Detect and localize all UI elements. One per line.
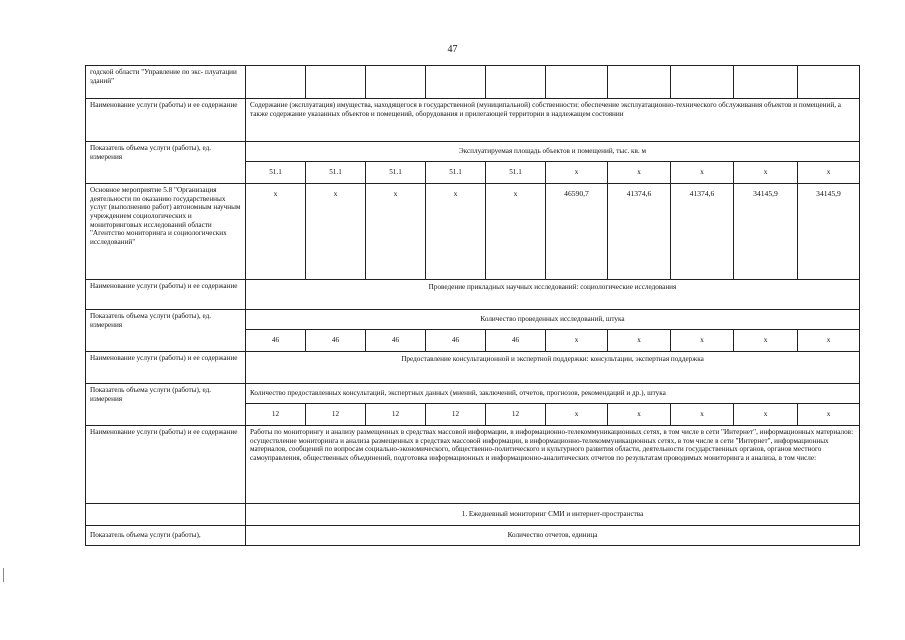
- table-cell: [798, 66, 860, 99]
- value-cell: 34145,9: [798, 184, 860, 280]
- table-cell: [734, 66, 798, 99]
- value-cell: x: [608, 162, 671, 184]
- value-cell: 46: [246, 330, 306, 352]
- table-row-service-name: [86, 352, 860, 384]
- value-cell: 46590,7: [546, 184, 608, 280]
- row-label: Показатель объема услуги (работы), ед. измерения: [86, 142, 246, 184]
- table-cell: [546, 66, 608, 99]
- table-row-indicator: [86, 384, 860, 404]
- value-cell: 12: [246, 404, 306, 426]
- service-description: Проведение прикладных научных исследований: социологические исследования: [246, 280, 860, 310]
- value-cell: x: [546, 330, 608, 352]
- table-row-indicator: [86, 526, 860, 546]
- row-label: Показатель объема услуги (работы), ед. измерения: [86, 310, 246, 352]
- table-row-agency: [86, 66, 860, 99]
- table-row-service-name: [86, 280, 860, 310]
- service-description: Работы по мониторингу и анализу размещенных в средствах массовой информации, в информационно-телекоммуникационных сетях, в том числе в сети "Интернет", информационных материалов: осуществление мониторинга и анализа размещенных в средствах массовой информации, в информационно-телекоммуникационных сетях, в том числе в сети "Интернет", информационных материалов, сообщений по вопросам социально-экономического, общественно-политического и культурного развития области, деятельности государственных органов, органов местного самоуправления, общественных объединений, подготовка информационных и информационно-аналитических отчетов по результатам проводимых мониторинга и анализа, в том числе:: [246, 426, 860, 504]
- table-row-indicator: [86, 310, 860, 330]
- page-number: 47: [447, 44, 458, 55]
- budget-table: [85, 65, 860, 546]
- value-cell: 51.1: [366, 162, 426, 184]
- table-cell: [306, 66, 366, 99]
- value-cell: x: [608, 404, 671, 426]
- value-cell: 34145,9: [734, 184, 798, 280]
- row-label: Наименование услуги (работы) и ее содержание: [86, 426, 246, 504]
- service-description: Содержание (эксплуатация) имущества, находящегося в государственной (муниципальной) собственности: обеспечение эксплуатационно-технического обслуживания объектов и помещений, а также содержание указанных объектов и помещений, оборудования и прилегающей территории в надлежащем состоянии: [246, 99, 860, 142]
- value-cell: x: [306, 184, 366, 280]
- value-cell: x: [246, 184, 306, 280]
- value-cell: x: [734, 162, 798, 184]
- table-cell: [246, 66, 306, 99]
- indicator-title: Количество предоставленных консультаций, экспертных данных (мнений, заключений, отчетов, прогнозов, рекомендаций и др.), штука: [246, 384, 860, 404]
- table-cell: [671, 66, 734, 99]
- table-row-main-activity: [86, 184, 860, 280]
- service-description: Предоставление консультационной и экспертной поддержки: консультации, экспертная поддержка: [246, 352, 860, 384]
- table-row-indicator: [86, 142, 860, 162]
- row-label: Наименование услуги (работы) и ее содержание: [86, 280, 246, 310]
- value-cell: 46: [366, 330, 426, 352]
- row-label: Показатель объема услуги (работы), ед. измерения: [86, 384, 246, 426]
- table-row-subitem: [86, 504, 860, 526]
- value-cell: x: [671, 404, 734, 426]
- value-cell: 46: [426, 330, 486, 352]
- value-cell: x: [546, 404, 608, 426]
- value-cell: 12: [366, 404, 426, 426]
- table-cell: [426, 66, 486, 99]
- value-cell: 12: [306, 404, 366, 426]
- value-cell: 51.1: [306, 162, 366, 184]
- value-cell: 51.1: [426, 162, 486, 184]
- table-row-service-name: [86, 99, 860, 142]
- value-cell: x: [608, 330, 671, 352]
- value-cell: x: [671, 162, 734, 184]
- row-label: [86, 504, 246, 526]
- value-cell: x: [798, 330, 860, 352]
- table-cell: [486, 66, 546, 99]
- value-cell: 41374,6: [608, 184, 671, 280]
- value-cell: x: [798, 162, 860, 184]
- value-cell: x: [486, 184, 546, 280]
- value-cell: x: [426, 184, 486, 280]
- table-cell: [366, 66, 426, 99]
- value-cell: 46: [306, 330, 366, 352]
- margin-mark: [3, 568, 9, 582]
- table-cell: [608, 66, 671, 99]
- value-cell: x: [734, 404, 798, 426]
- indicator-title: Количество проведенных исследований, штука: [246, 310, 860, 330]
- value-cell: x: [734, 330, 798, 352]
- indicator-title: Количество отчетов, единица: [246, 526, 860, 546]
- value-cell: 41374,6: [671, 184, 734, 280]
- value-cell: x: [366, 184, 426, 280]
- value-cell: 46: [486, 330, 546, 352]
- value-cell: x: [798, 404, 860, 426]
- row-label: Наименование услуги (работы) и ее содержание: [86, 352, 246, 384]
- value-cell: x: [546, 162, 608, 184]
- row-label: Показатель объема услуги (работы),: [86, 526, 246, 546]
- indicator-title: Эксплуатируемая площадь объектов и помещений, тыс. кв. м: [246, 142, 860, 162]
- row-label: Основное мероприятие 5.8 "Организация деятельности по оказанию государственных услуг (выполнению работ) автономным научным учреждением социологических и мониторинговых исследований области "Агентство мониторинга и социологических исследований": [86, 184, 246, 280]
- row-label: Наименование услуги (работы) и ее содержание: [86, 99, 246, 142]
- value-cell: 51.1: [486, 162, 546, 184]
- table-row-service-name: [86, 426, 860, 504]
- value-cell: 12: [486, 404, 546, 426]
- value-cell: x: [671, 330, 734, 352]
- value-cell: 51.1: [246, 162, 306, 184]
- value-cell: 12: [426, 404, 486, 426]
- row-label: годской области "Управление по экс- плуатации зданий": [86, 66, 246, 99]
- subitem-title: 1. Ежедневный мониторинг СМИ и интернет-пространства: [246, 504, 860, 526]
